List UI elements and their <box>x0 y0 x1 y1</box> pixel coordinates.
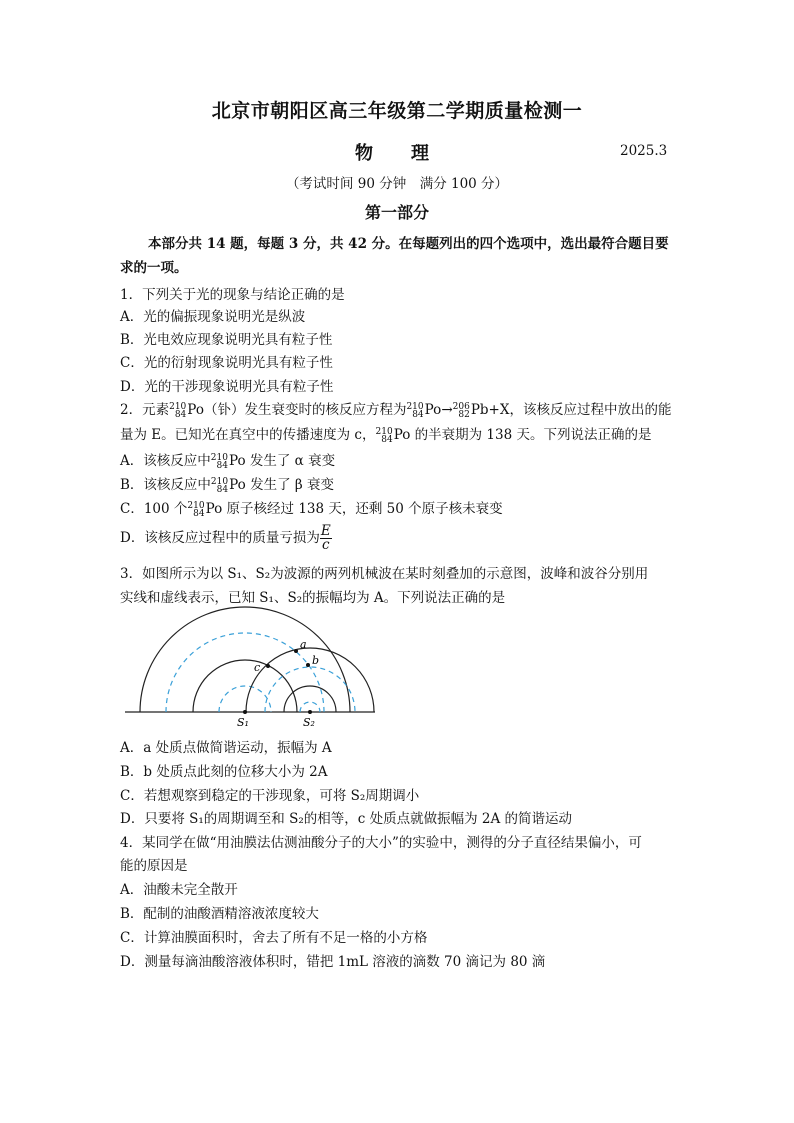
q2-line-2 <box>120 423 652 444</box>
q3-line-2: 实线和虚线表示，已知 S₁、S₂的振幅均为 A。下列说法正确的是 <box>120 590 506 606</box>
q2-text: Po 的半衰期为 138 天。下列说法正确的是 <box>393 427 652 443</box>
po-nuclide: 210 84 <box>375 426 393 445</box>
q2-text: Po（钋）发生衰变时的核反应方程为 <box>187 402 407 418</box>
exam-date: 2025.3 <box>620 143 668 159</box>
exam-info: （考试时间 90 分钟 满分 100 分） <box>285 176 509 192</box>
s1-trough-inner <box>219 686 271 712</box>
q2-text: 2．元素 <box>120 402 170 418</box>
s1-label: S₁ <box>237 716 249 729</box>
s2-label: S₂ <box>303 716 315 729</box>
part-title: 第一部分 <box>364 203 429 222</box>
s2-dot <box>308 710 312 714</box>
point-b-dot <box>306 663 310 667</box>
instructions-line-1: 本部分共 14 题，每题 3 分，共 42 分。在每题列出的四个选项中，选出最符合题目要 <box>148 236 669 252</box>
s1-dot <box>243 710 247 714</box>
q1-option-c: C．光的衍射现象说明光具有粒子性 <box>120 355 333 371</box>
pb-nuclide: 206 82 <box>452 401 470 420</box>
exam-title: 北京市朝阳区高三年级第二学期质量检测一 <box>211 100 583 122</box>
q2-option-b: B．该核反应中 210 84 Po 发生了 β 衰变 <box>120 476 334 495</box>
q2-text: Pb+X，该核反应过程中放出的能 <box>470 402 672 418</box>
q1-option-b: B．光电效应现象说明光具有粒子性 <box>120 332 333 348</box>
point-a-label: a <box>300 638 307 651</box>
q1-option-a: A．光的偏振现象说明光是纵波 <box>120 309 306 325</box>
q2-option-c: C．100 个 210 84 Po 原子核经过 138 天，还剩 50 个原子核未衰变 <box>120 500 503 519</box>
q1-option-d: D．光的干涉现象说明光具有粒子性 <box>120 379 334 395</box>
q4-line-2: 能的原因是 <box>120 858 188 874</box>
subject-title: 物 理 <box>355 143 439 164</box>
q2-text: 量为 E。已知光在真空中的传播速度为 c， <box>120 427 376 443</box>
s2-trough-outer <box>265 667 355 712</box>
point-c-label: c <box>254 661 261 674</box>
point-b-label: b <box>312 654 320 667</box>
q2-option-d: D．该核反应过程中的质量亏损为 $\frac{E}{c}$ <box>120 523 331 553</box>
q1-stem: 1．下列关于光的现象与结论正确的是 <box>120 287 345 303</box>
q2-line-1 <box>120 398 671 419</box>
q3-option-c: C．若想观察到稳定的干涉现象，可将 S₂周期调小 <box>120 788 420 804</box>
q3-option-a: A．a 处质点做简谐运动，振幅为 A <box>120 740 332 756</box>
point-c-dot <box>266 664 270 668</box>
po-nuclide: 210 84 <box>406 401 424 420</box>
mass-defect-fraction: $\frac{E}{c}$ <box>320 523 331 553</box>
q3-option-d: D．只要将 S₁的周期调至和 S₂的相等，c 处质点就做振幅为 2A 的简谐运动 <box>120 811 572 827</box>
q3-option-b: B．b 处质点此刻的位移大小为 2A <box>120 764 328 780</box>
q4-line-1: 4．某同学在做“用油膜法估测油酸分子的大小”的实验中，测得的分子直径结果偏小，可 <box>120 835 642 851</box>
wave-interference-diagram <box>120 604 380 730</box>
q4-option-d: D．测量每滴油酸溶液体积时，错把 1mL 溶液的滴数 70 滴记为 80 滴 <box>120 954 546 970</box>
q3-line-1: 3．如图所示为以 S₁、S₂为波源的两列机械波在某时刻叠加的示意图，波峰和波谷分别用 <box>120 566 649 582</box>
q4-option-a: A．油酸未完全散开 <box>120 882 238 898</box>
q2-option-a: A．该核反应中 210 84 Po 发生了 α 衰变 <box>120 452 336 471</box>
q4-option-c: C．计算油膜面积时，舍去了所有不足一格的小方格 <box>120 930 428 946</box>
po-symbol: Po <box>424 402 442 418</box>
po-nuclide: 210 84 <box>169 401 187 420</box>
point-a-dot <box>294 649 298 653</box>
instructions-line-2: 求的一项。 <box>120 260 188 276</box>
s2-crest-outer <box>246 648 374 712</box>
reaction-arrow: → <box>441 402 453 418</box>
q4-option-b: B．配制的油酸酒精溶液浓度较大 <box>120 906 319 922</box>
